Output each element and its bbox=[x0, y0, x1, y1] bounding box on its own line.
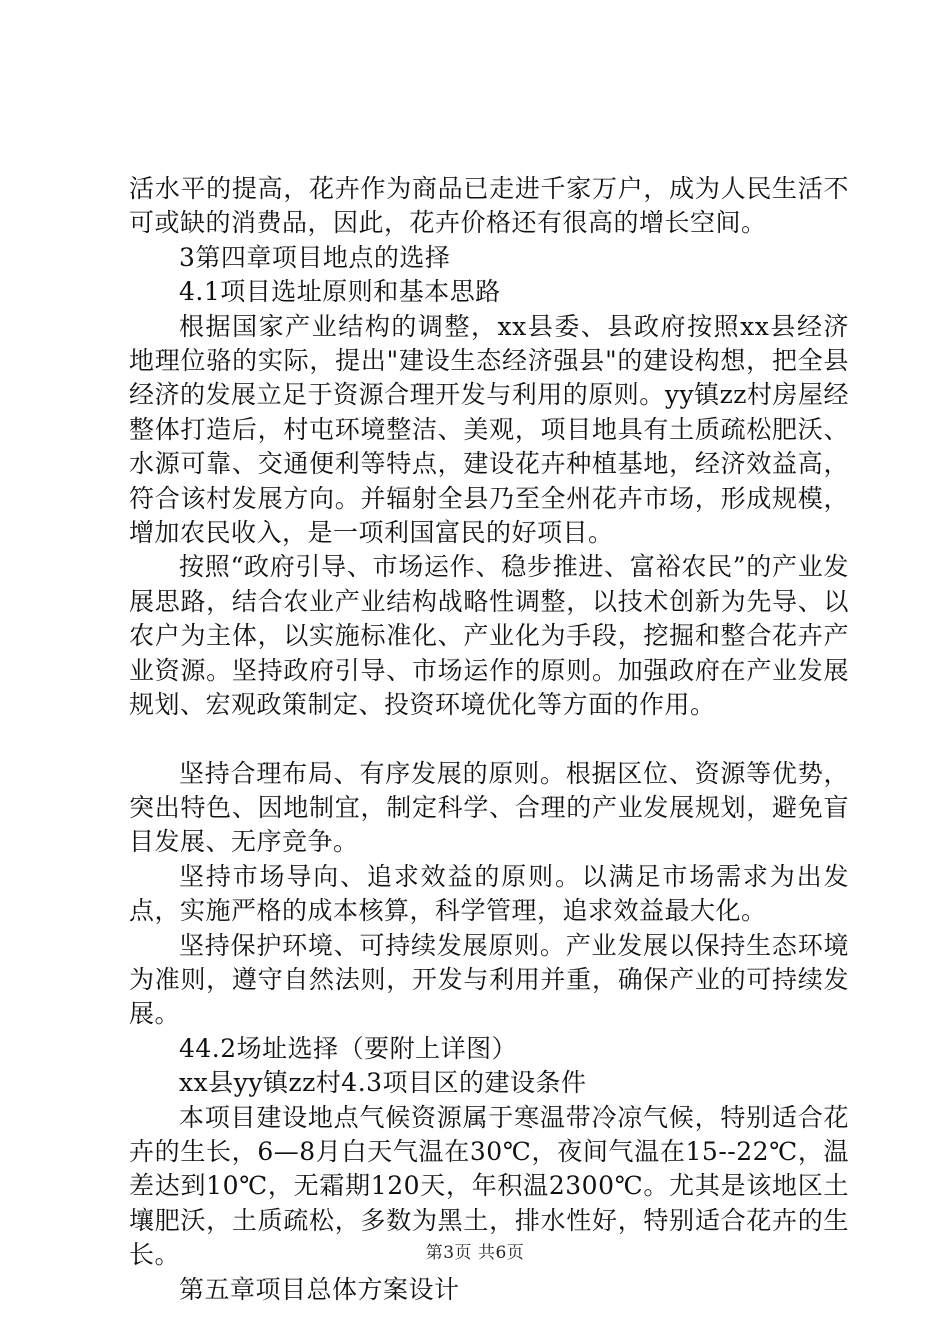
paragraph-spacer bbox=[129, 723, 849, 757]
paragraph-construction-conditions: 本项目建设地点气候资源属于寒温带冷凉气候，特别适合花卉的生长，6—8月白天气温在30℃，夜间气温在15--22℃，温差达到10℃，无霜期120天，年积温2300℃。尤其是该地区土壤肥沃，土质疏松，多数为黑土，排水性好，特别适合花卉的生长。 bbox=[129, 1102, 849, 1270]
section-heading-4-3: xx县yy镇zz村4.3项目区的建设条件 bbox=[179, 1068, 587, 1098]
paragraph-site-principle: 根据国家产业结构的调整，xx县委、县政府按照xx县经济地理位骆的实际，提出"建设生态经济强县"的建设构想，把全县经济的发展立足于资源合理开发与利用的原则。yy镇zz村房屋经整体打造后，村屯环境整洁、美观，项目地具有土质疏松肥沃、水源可靠、交通便利等特点，建设花卉种植基地，经济效益高，符合该村发展方向。并辐射全县乃至全州花卉市场，形成规模，增加农民收入，是一项利国富民的好项目。 bbox=[129, 311, 849, 548]
chapter-heading-4: 3第四章项目地点的选择 bbox=[179, 242, 451, 272]
paragraph-market-principle: 坚持市场导向、追求效益的原则。以满足市场需求为出发点，实施严格的成本核算，科学管理，追求效益最大化。 bbox=[129, 861, 849, 926]
paragraph-environment-principle: 坚持保护环境、可持续发展原则。产业发展以保持生态环境为准则，遵守自然法则，开发与利用并重，确保产业的可持续发展。 bbox=[129, 930, 849, 1029]
page-footer: 第3页 共6页 bbox=[425, 1243, 525, 1263]
chapter-heading-5: 第五章项目总体方案设计 bbox=[179, 1274, 460, 1304]
section-heading-4-1: 4.1项目选址原则和基本思路 bbox=[179, 277, 501, 307]
paragraph-continuation: 活水平的提高，花卉作为商品已走进千家万户，成为人民生活不可或缺的消费品，因此，花卉价格还有很高的增长空间。 bbox=[129, 174, 849, 238]
paragraph-development-approach: 按照“政府引导、市场运作、稳步推进、富裕农民”的产业发展思路，结合农业产业结构战略性调整，以技术创新为先导、以农户为主体，以实施标准化、产业化为手段，挖掘和整合花卉产业资源。坚持政府引导、市场运作的原则。加强政府在产业发展规划、宏观政策制定、投资环境优化等方面的作用。 bbox=[129, 552, 849, 720]
section-heading-4-2: 44.2场址选择（要附上详图） bbox=[179, 1033, 518, 1063]
paragraph-layout-principle: 坚持合理布局、有序发展的原则。根据区位、资源等优势，突出特色、因地制宜，制定科学、合理的产业发展规划，避免盲目发展、无序竞争。 bbox=[129, 758, 849, 857]
document-body bbox=[129, 172, 849, 1307]
